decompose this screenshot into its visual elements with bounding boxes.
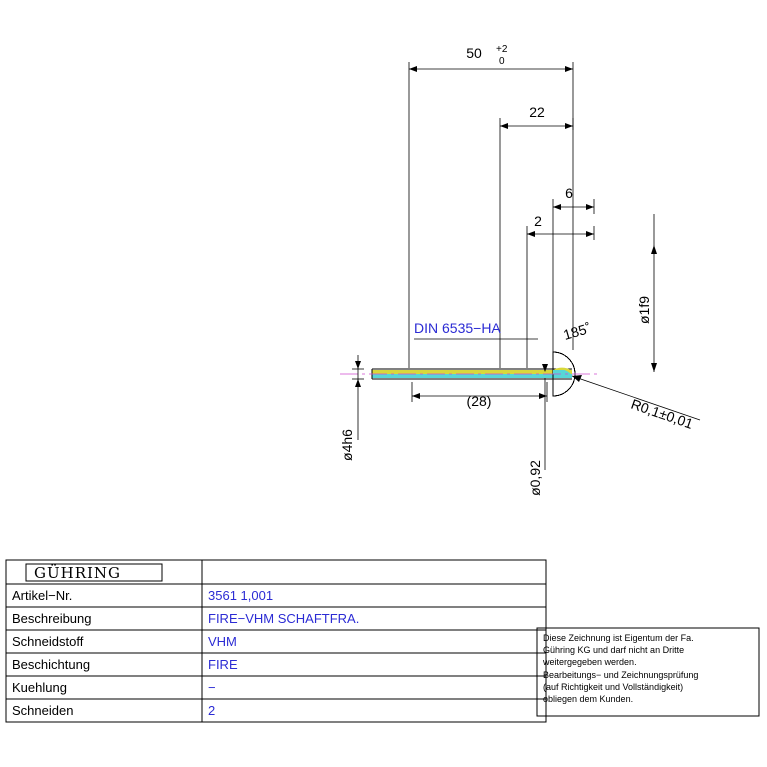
row-label-schneidstoff: Schneidstoff (12, 634, 84, 649)
dim-tip-diameter (527, 364, 548, 496)
notice-line-3: weitergegeben werden. (543, 657, 637, 667)
notice-line-5: (auf Richtigkeit und Vollständigkeit) (543, 682, 684, 692)
dim-angle-value: 185˚ (561, 319, 593, 343)
row-value-artikel-nr: 3561 1,001 (208, 588, 274, 603)
dim-head-diameter-value: ø1f9 (636, 295, 652, 325)
row-value-beschichtung: FIRE (208, 657, 238, 672)
title-block (6, 560, 546, 722)
dim-corner-radius (572, 375, 700, 432)
row-label-kuehlung: Kuehlung (12, 680, 67, 695)
dim-2 (527, 213, 594, 368)
dim-corner-radius-value: R0,1±0,01 (629, 395, 696, 432)
dim-overall-length-tol-upper: +2 (496, 44, 508, 55)
dim-grip-length-value: (28) (466, 393, 492, 409)
notice-line-6: obliegen dem Kunden. (543, 694, 634, 704)
dim-overall-length-tol-lower: 0 (499, 56, 505, 67)
row-label-beschreibung: Beschreibung (12, 611, 92, 626)
tool-body (340, 352, 600, 396)
row-value-schneidstoff: VHM (208, 634, 237, 649)
notice-line-2: Gühring KG und darf nicht an Dritte (543, 645, 685, 655)
dim-shank-diameter-value: ø4h6 (339, 429, 355, 461)
row-value-beschreibung: FIRE−VHM SCHAFTFRA. (208, 611, 360, 626)
row-value-schneiden: 2 (208, 703, 216, 718)
row-label-schneiden: Schneiden (12, 703, 74, 718)
dim-shank-diameter (339, 355, 364, 461)
row-value-kuehlung: − (208, 680, 216, 695)
notice-line-4: Bearbeitungs− und Zeichnungsprüfung (543, 670, 699, 680)
shank-standard-label: DIN 6535−HA (414, 320, 501, 336)
legal-notice (537, 628, 759, 716)
dim-grip-length (412, 382, 547, 409)
dim-overall-length-value: 50 (466, 45, 482, 61)
row-label-beschichtung: Beschichtung (12, 657, 91, 672)
row-label-artikel-nr: Artikel−Nr. (12, 588, 73, 603)
dim-head-diameter (636, 214, 657, 372)
dim-6-value: 6 (565, 185, 573, 201)
dim-tip-diameter-value: ø0,92 (527, 460, 543, 496)
dim-2-value: 2 (534, 213, 542, 229)
dim-22-value: 22 (529, 104, 545, 120)
company-logo: GÜHRING (34, 564, 122, 582)
notice-line-1: Diese Zeichnung ist Eigentum der Fa. (543, 633, 694, 643)
